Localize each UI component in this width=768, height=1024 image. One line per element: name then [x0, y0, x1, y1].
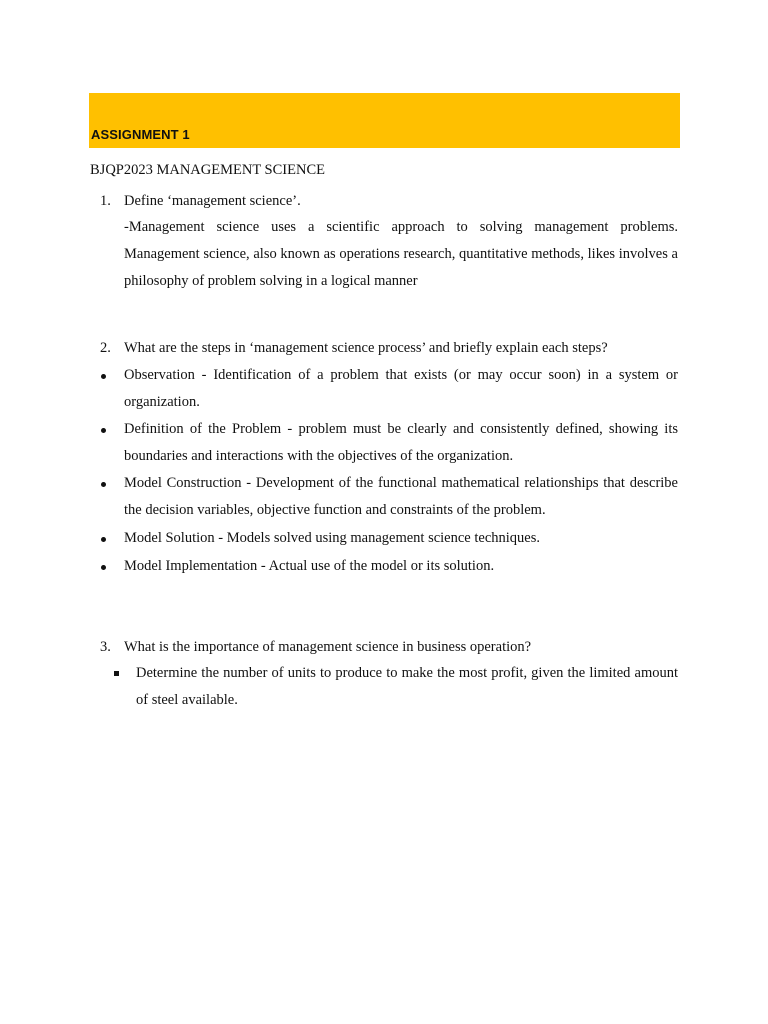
question-2-bullet-3: Model Construction - Development of the functional mathematical relationships that describe the decision variables, objective function and constraints of the problem. — [124, 475, 678, 518]
question-3-bullet-1: Determine the number of units to produce to make the most profit, given the limited amount of steel available. — [136, 665, 678, 708]
question-1-number: 1. — [100, 193, 111, 209]
question-2-bullet-1: Observation - Identification of a problem that exists (or may occur soon) in a system or organization. — [124, 367, 678, 410]
bullet-icon — [101, 374, 106, 379]
bullet-icon — [101, 565, 106, 570]
question-2-number: 2. — [100, 340, 111, 356]
question-2-bullet-5: Model Implementation - Actual use of the model or its solution. — [124, 558, 495, 574]
question-1-answer: -Management science uses a scientific approach to solving management problems. Management science, also known as operations research, quantitative methods, likes involves a philosophy of problem solving in a logical manner — [124, 219, 678, 289]
square-bullet-icon — [114, 671, 119, 676]
question-2-bullet-4: Model Solution - Models solved using management science techniques. — [124, 530, 540, 546]
bullet-icon — [101, 482, 106, 487]
bullet-icon — [101, 537, 106, 542]
question-2-bullet-2: Definition of the Problem - problem must be clearly and consistently defined, showing its boundaries and interactions with the objectives of the organization. — [124, 421, 678, 464]
question-2-text: What are the steps in ‘management science process’ and briefly explain each steps? — [124, 340, 608, 356]
bullet-icon — [101, 428, 106, 433]
question-3-text: What is the importance of management science in business operation? — [124, 639, 532, 655]
assignment-banner — [89, 93, 680, 148]
assignment-title: ASSIGNMENT 1 — [91, 127, 190, 142]
question-1-text: Define ‘management science’. — [124, 193, 301, 209]
course-title: BJQP2023 MANAGEMENT SCIENCE — [90, 162, 325, 178]
question-3-number: 3. — [100, 639, 111, 655]
